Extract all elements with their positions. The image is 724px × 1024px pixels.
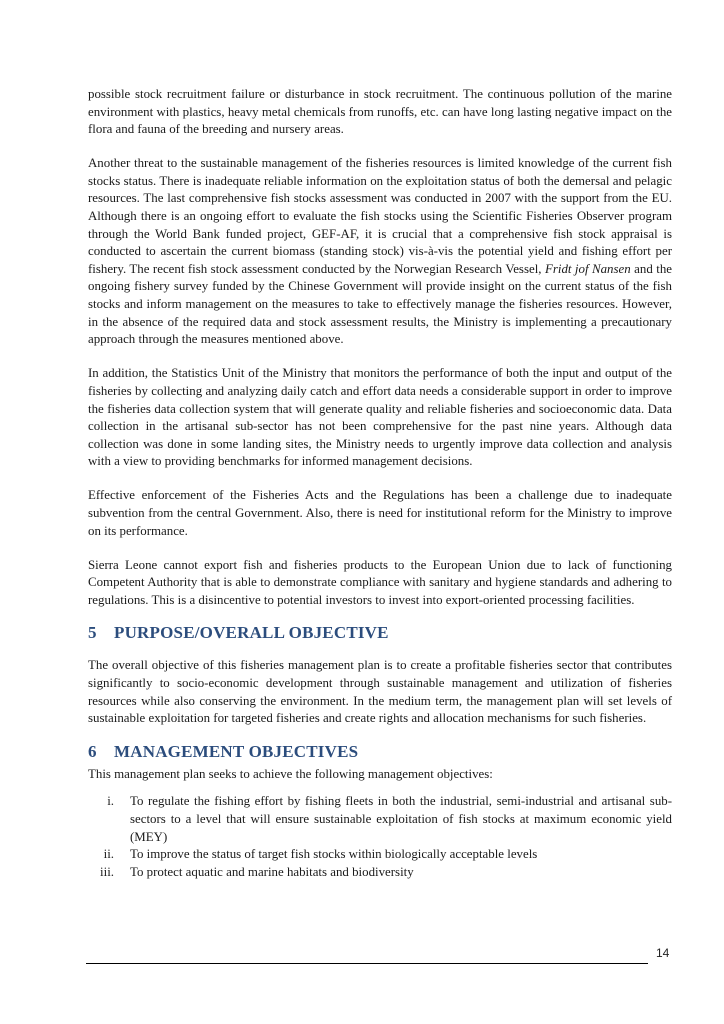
objectives-intro: This management plan seeks to achieve the following management objectives: (88, 766, 493, 781)
paragraph-stock-knowledge (88, 155, 672, 349)
list-item-text: To protect aquatic and marine habitats and biodiversity (130, 864, 414, 879)
section-heading-purpose (88, 623, 672, 643)
list-item-text: To improve the status of target fish stocks within biologically acceptable levels (130, 847, 538, 862)
document-page (88, 86, 672, 881)
paragraph-statistics-unit: In addition, the Statistics Unit of the Ministry that monitors the performance of both the input and output of the fisheries by collecting and analyzing daily catch and effort data needs a considerable support in order to improve the fisheries data collection system that will generate quality and reliable fisheries and socioeconomic data. Data collection in the artisanal sub-sector has not been comprehensive for the past nine years. Although data collection was done in some landing sites, the Ministry needs to urgently improve data collection and analysis with a view to providing benchmarks for informed management decisions. (88, 366, 672, 469)
footer-rule (86, 963, 648, 964)
objectives-list (88, 793, 672, 881)
section-title: PURPOSE/OVERALL OBJECTIVE (114, 623, 389, 643)
list-marker: ii. (103, 847, 114, 862)
section-heading-management-objectives (88, 742, 672, 762)
list-item (88, 846, 672, 864)
section-title: MANAGEMENT OBJECTIVES (114, 741, 359, 761)
paragraph-text: and the ongoing fishery survey funded by the Chinese Government will provide insight on the current status of the fish stocks and inform management on the measures to take to effectively manage the fisheries resources. However, in the absence of the required data and stock assessment results, the Ministry is implementing a precautionary approach through the measures mentioned above. (88, 261, 672, 347)
section-number: 5 (88, 623, 97, 643)
list-item (88, 864, 672, 882)
vessel-name: Fridt jof Nansen (544, 261, 631, 276)
list-item-text: To regulate the fishing effort by fishing fleets in both the industrial, semi-industrial and artisanal sub-sectors to a level that will ensure sustainable exploitation of fish stocks at maximum economic yield (MEY) (130, 794, 672, 844)
paragraph-pollution: possible stock recruitment failure or disturbance in stock recruitment. The continuous pollution of the marine environment with plastics, heavy metal chemicals from runoffs, etc. can have long lasting negative impact on the flora and fauna of the breeding and nursery areas. (88, 87, 672, 137)
paragraph-overall-objective: The overall objective of this fisheries management plan is to create a profitable fisheries sector that contributes significantly to socio-economic development through sustainable management and utilization of fisheries resources while also conserving the environment. In the medium term, the management plan will set levels of sustainable exploitation for targeted fisheries and create rights and allocation mechanisms for such fisheries. (88, 658, 672, 726)
paragraph-export: Sierra Leone cannot export fish and fisheries products to the European Union due to lack of functioning Competent Authority that is able to demonstrate compliance with sanitary and hygiene standards and adhering to regulations. This is a disincentive to potential investors to invest into export-oriented processing facilities. (88, 557, 672, 607)
paragraph-text: Another threat to the sustainable management of the fisheries resources is limited knowledge of the current fish stocks status. There is inadequate reliable information on the exploitation status of both the demersal and pelagic resources. The last comprehensive fish stocks assessment was conducted in 2007 with the support from the EU. Although there is an ongoing effort to evaluate the fish stocks using the Scientific Fisheries Observer program through the World Bank funded project, GEF-AF, it is crucial that a comprehensive fish stock appraisal is conducted to ascertain the current biomass (standing stock) vis-à-vis the potential yield and fishing effort per fishery. The recent fish stock assessment conducted by the Norwegian Research Vessel, (88, 156, 672, 276)
paragraph-enforcement: Effective enforcement of the Fisheries Acts and the Regulations has been a challenge due to inadequate subvention from the central Government. Also, there is need for institutional reform for the Ministry to improve on its performance. (88, 488, 672, 538)
list-marker: i. (107, 794, 114, 809)
list-item (88, 793, 672, 846)
list-marker: iii. (100, 864, 114, 879)
page-number: 14 (656, 946, 670, 960)
section-number: 6 (88, 741, 97, 761)
